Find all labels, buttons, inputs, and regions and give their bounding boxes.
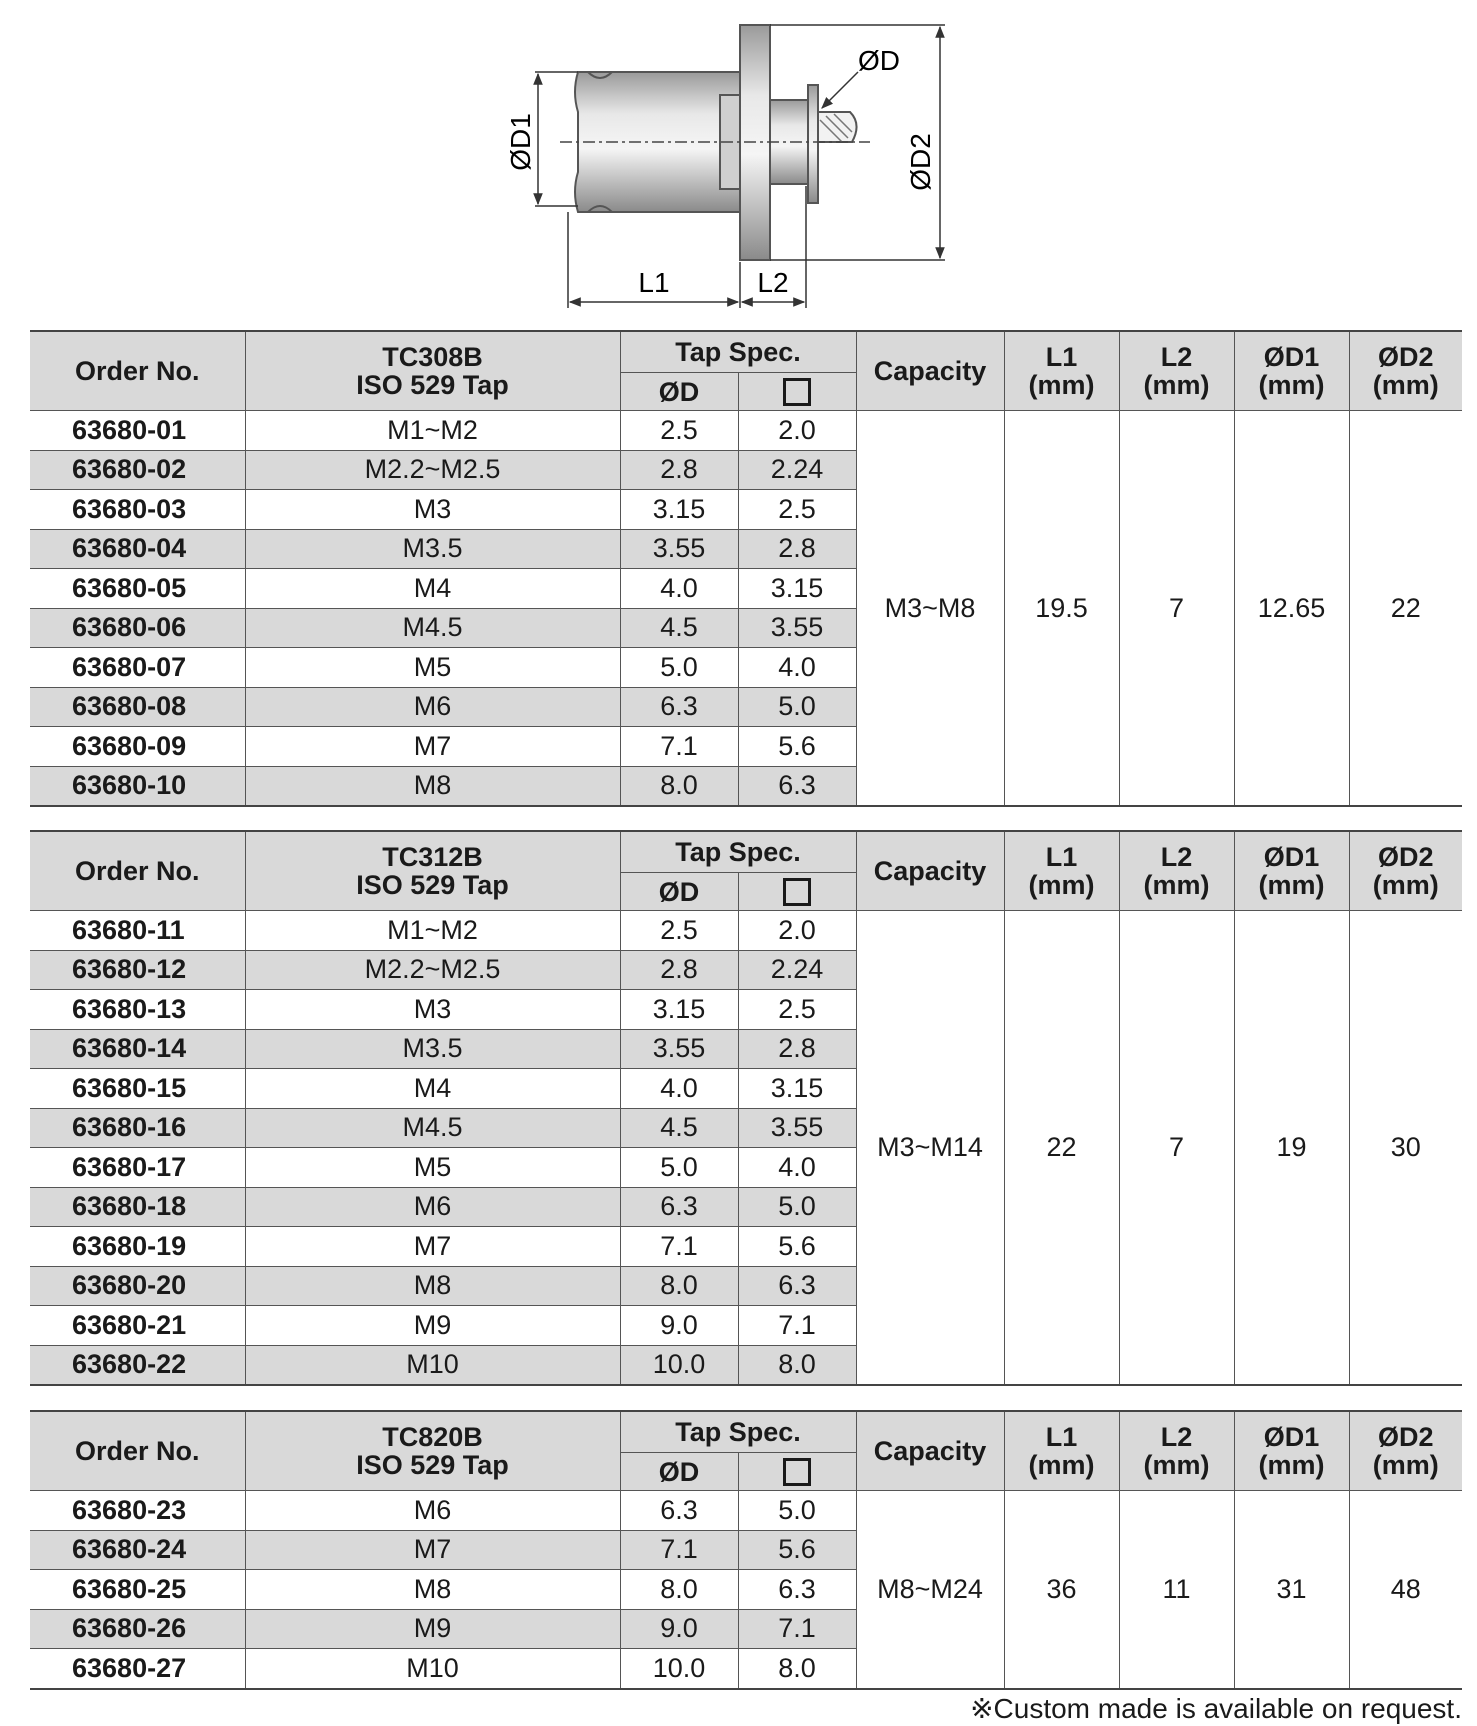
square-icon (783, 378, 811, 406)
order-number: 63680-17 (30, 1148, 245, 1188)
order-number: 63680-07 (30, 648, 245, 688)
d1-label: ØD1 (505, 113, 536, 171)
header-d1: ØD1 (mm) (1234, 1411, 1349, 1491)
tap-size: M4.5 (245, 1108, 620, 1148)
capacity-value: M3~M14 (856, 911, 1004, 1386)
tap-size: M10 (245, 1649, 620, 1689)
order-number: 63680-05 (30, 569, 245, 609)
order-number: 63680-20 (30, 1266, 245, 1306)
l2-value: 11 (1119, 1491, 1234, 1689)
header-l2: L2 (mm) (1119, 331, 1234, 411)
order-number: 63680-19 (30, 1227, 245, 1267)
table-row (30, 1491, 1462, 1531)
square-value: 2.24 (738, 450, 856, 490)
square-icon (783, 878, 811, 906)
l2-label: L2 (757, 267, 789, 298)
header-d2: ØD2 (mm) (1349, 1411, 1462, 1491)
square-value: 6.3 (738, 766, 856, 806)
square-value: 8.0 (738, 1345, 856, 1385)
square-value: 3.15 (738, 569, 856, 609)
order-number: 63680-24 (30, 1530, 245, 1570)
phi-d-value: 4.5 (620, 608, 738, 648)
tap-type: ISO 529 Tap (356, 870, 509, 900)
tap-size: M8 (245, 1570, 620, 1610)
order-number: 63680-27 (30, 1649, 245, 1689)
order-number: 63680-22 (30, 1345, 245, 1385)
l1-label: L1 (638, 267, 670, 298)
header-phi-d: ØD (620, 873, 738, 911)
header-order-no: Order No. (30, 331, 245, 411)
tap-size: M5 (245, 1148, 620, 1188)
header-l1: L1 (mm) (1004, 331, 1119, 411)
l1-value: 36 (1004, 1491, 1119, 1689)
l1-value: 22 (1004, 911, 1119, 1386)
phi-d-value: 3.15 (620, 490, 738, 530)
tap-size: M5 (245, 648, 620, 688)
square-icon (783, 1458, 811, 1486)
square-value: 2.8 (738, 529, 856, 569)
tap-size: M8 (245, 766, 620, 806)
tap-size: M6 (245, 687, 620, 727)
square-value: 7.1 (738, 1306, 856, 1346)
square-value: 2.5 (738, 490, 856, 530)
header-d1: ØD1 (mm) (1234, 331, 1349, 411)
header-capacity: Capacity (856, 331, 1004, 411)
square-value: 5.0 (738, 1187, 856, 1227)
order-number: 63680-15 (30, 1069, 245, 1109)
header-tap-model (245, 831, 620, 911)
square-value: 6.3 (738, 1570, 856, 1610)
square-value: 5.0 (738, 687, 856, 727)
header-order-no: Order No. (30, 1411, 245, 1491)
square-value: 2.0 (738, 911, 856, 951)
order-number: 63680-16 (30, 1108, 245, 1148)
phi-d-value: 9.0 (620, 1609, 738, 1649)
d1-value: 31 (1234, 1491, 1349, 1689)
tap-size: M2.2~M2.5 (245, 450, 620, 490)
header-tap-spec: Tap Spec. (620, 331, 856, 373)
phi-d-value: 6.3 (620, 1491, 738, 1531)
phi-d-value: 7.1 (620, 1227, 738, 1267)
tap-size: M3.5 (245, 1029, 620, 1069)
l2-value: 7 (1119, 911, 1234, 1386)
square-value: 2.8 (738, 1029, 856, 1069)
tap-size: M3 (245, 990, 620, 1030)
header-square (738, 873, 856, 911)
tap-size: M3.5 (245, 529, 620, 569)
tap-size: M9 (245, 1306, 620, 1346)
tap-size: M1~M2 (245, 911, 620, 951)
square-value: 5.6 (738, 1530, 856, 1570)
header-tap-spec: Tap Spec. (620, 831, 856, 873)
tap-size: M6 (245, 1491, 620, 1531)
spec-table-tc308b (30, 330, 1462, 807)
square-value: 7.1 (738, 1609, 856, 1649)
order-number: 63680-23 (30, 1491, 245, 1531)
model-code: TC820B (382, 1422, 483, 1452)
tap-size: M7 (245, 1227, 620, 1267)
order-number: 63680-02 (30, 450, 245, 490)
order-number: 63680-26 (30, 1609, 245, 1649)
phi-d-value: 5.0 (620, 1148, 738, 1188)
tap-size: M9 (245, 1609, 620, 1649)
phi-d-value: 7.1 (620, 1530, 738, 1570)
d1-value: 19 (1234, 911, 1349, 1386)
phi-d-value: 6.3 (620, 1187, 738, 1227)
phi-d-value: 3.55 (620, 1029, 738, 1069)
square-value: 2.0 (738, 411, 856, 451)
order-number: 63680-03 (30, 490, 245, 530)
order-number: 63680-04 (30, 529, 245, 569)
header-d1: ØD1 (mm) (1234, 831, 1349, 911)
d1-dimension (505, 72, 578, 206)
order-number: 63680-08 (30, 687, 245, 727)
header-order-no: Order No. (30, 831, 245, 911)
phi-d-value: 2.5 (620, 911, 738, 951)
order-number: 63680-09 (30, 727, 245, 767)
order-number: 63680-14 (30, 1029, 245, 1069)
header-phi-d: ØD (620, 1453, 738, 1491)
model-code: TC308B (382, 342, 483, 372)
square-value: 3.55 (738, 1108, 856, 1148)
header-tap-model (245, 1411, 620, 1491)
phi-d-value: 8.0 (620, 1570, 738, 1610)
phi-d-value: 9.0 (620, 1306, 738, 1346)
tap-collet-dimension-diagram (0, 0, 1477, 320)
tap-size: M8 (245, 1266, 620, 1306)
d-label: ØD (858, 45, 900, 76)
square-value: 4.0 (738, 1148, 856, 1188)
square-value: 5.0 (738, 1491, 856, 1531)
tap-type: ISO 529 Tap (356, 370, 509, 400)
phi-d-value: 3.55 (620, 529, 738, 569)
l1-value: 19.5 (1004, 411, 1119, 807)
phi-d-value: 10.0 (620, 1649, 738, 1689)
header-l1: L1 (mm) (1004, 1411, 1119, 1491)
phi-d-value: 2.8 (620, 450, 738, 490)
order-number: 63680-11 (30, 911, 245, 951)
square-value: 2.24 (738, 950, 856, 990)
order-number: 63680-13 (30, 990, 245, 1030)
phi-d-value: 2.8 (620, 950, 738, 990)
order-number: 63680-12 (30, 950, 245, 990)
capacity-value: M3~M8 (856, 411, 1004, 807)
square-value: 3.55 (738, 608, 856, 648)
tap-size: M4 (245, 569, 620, 609)
tap-size: M4 (245, 1069, 620, 1109)
tap-size: M1~M2 (245, 411, 620, 451)
phi-d-value: 8.0 (620, 766, 738, 806)
phi-d-value: 10.0 (620, 1345, 738, 1385)
tap-size: M7 (245, 727, 620, 767)
custom-order-footnote: ※Custom made is available on request. (970, 1693, 1462, 1724)
d2-value: 30 (1349, 911, 1462, 1386)
header-tap-spec: Tap Spec. (620, 1411, 856, 1453)
phi-d-value: 8.0 (620, 1266, 738, 1306)
model-code: TC312B (382, 842, 483, 872)
header-square (738, 1453, 856, 1491)
tap-size: M4.5 (245, 608, 620, 648)
phi-d-value: 7.1 (620, 727, 738, 767)
order-number: 63680-06 (30, 608, 245, 648)
order-number: 63680-25 (30, 1570, 245, 1610)
header-capacity: Capacity (856, 831, 1004, 911)
table-row (30, 911, 1462, 951)
square-value: 4.0 (738, 648, 856, 688)
square-value: 8.0 (738, 1649, 856, 1689)
phi-d-value: 2.5 (620, 411, 738, 451)
tap-size: M10 (245, 1345, 620, 1385)
order-number: 63680-01 (30, 411, 245, 451)
square-value: 3.15 (738, 1069, 856, 1109)
order-number: 63680-18 (30, 1187, 245, 1227)
d2-value: 48 (1349, 1491, 1462, 1689)
phi-d-value: 4.0 (620, 569, 738, 609)
square-value: 6.3 (738, 1266, 856, 1306)
d1-value: 12.65 (1234, 411, 1349, 807)
phi-d-value: 4.0 (620, 1069, 738, 1109)
d2-label: ØD2 (905, 133, 936, 191)
phi-d-value: 5.0 (620, 648, 738, 688)
phi-d-value: 3.15 (620, 990, 738, 1030)
tap-size: M7 (245, 1530, 620, 1570)
d-dimension (822, 45, 900, 108)
spec-table-tc312b (30, 830, 1462, 1386)
phi-d-value: 4.5 (620, 1108, 738, 1148)
tap-type: ISO 529 Tap (356, 1450, 509, 1480)
header-phi-d: ØD (620, 373, 738, 411)
header-l2: L2 (mm) (1119, 831, 1234, 911)
l2-value: 7 (1119, 411, 1234, 807)
square-value: 5.6 (738, 727, 856, 767)
header-d2: ØD2 (mm) (1349, 331, 1462, 411)
d2-value: 22 (1349, 411, 1462, 807)
header-l1: L1 (mm) (1004, 831, 1119, 911)
header-square (738, 373, 856, 411)
header-tap-model (245, 331, 620, 411)
header-d2: ØD2 (mm) (1349, 831, 1462, 911)
collet-body (560, 25, 870, 260)
order-number: 63680-21 (30, 1306, 245, 1346)
order-number: 63680-10 (30, 766, 245, 806)
header-capacity: Capacity (856, 1411, 1004, 1491)
spec-table-tc820b (30, 1410, 1462, 1690)
square-value: 2.5 (738, 990, 856, 1030)
capacity-value: M8~M24 (856, 1491, 1004, 1689)
table-row (30, 411, 1462, 451)
header-l2: L2 (mm) (1119, 1411, 1234, 1491)
tap-size: M6 (245, 1187, 620, 1227)
phi-d-value: 6.3 (620, 687, 738, 727)
tap-size: M2.2~M2.5 (245, 950, 620, 990)
square-value: 5.6 (738, 1227, 856, 1267)
tap-size: M3 (245, 490, 620, 530)
